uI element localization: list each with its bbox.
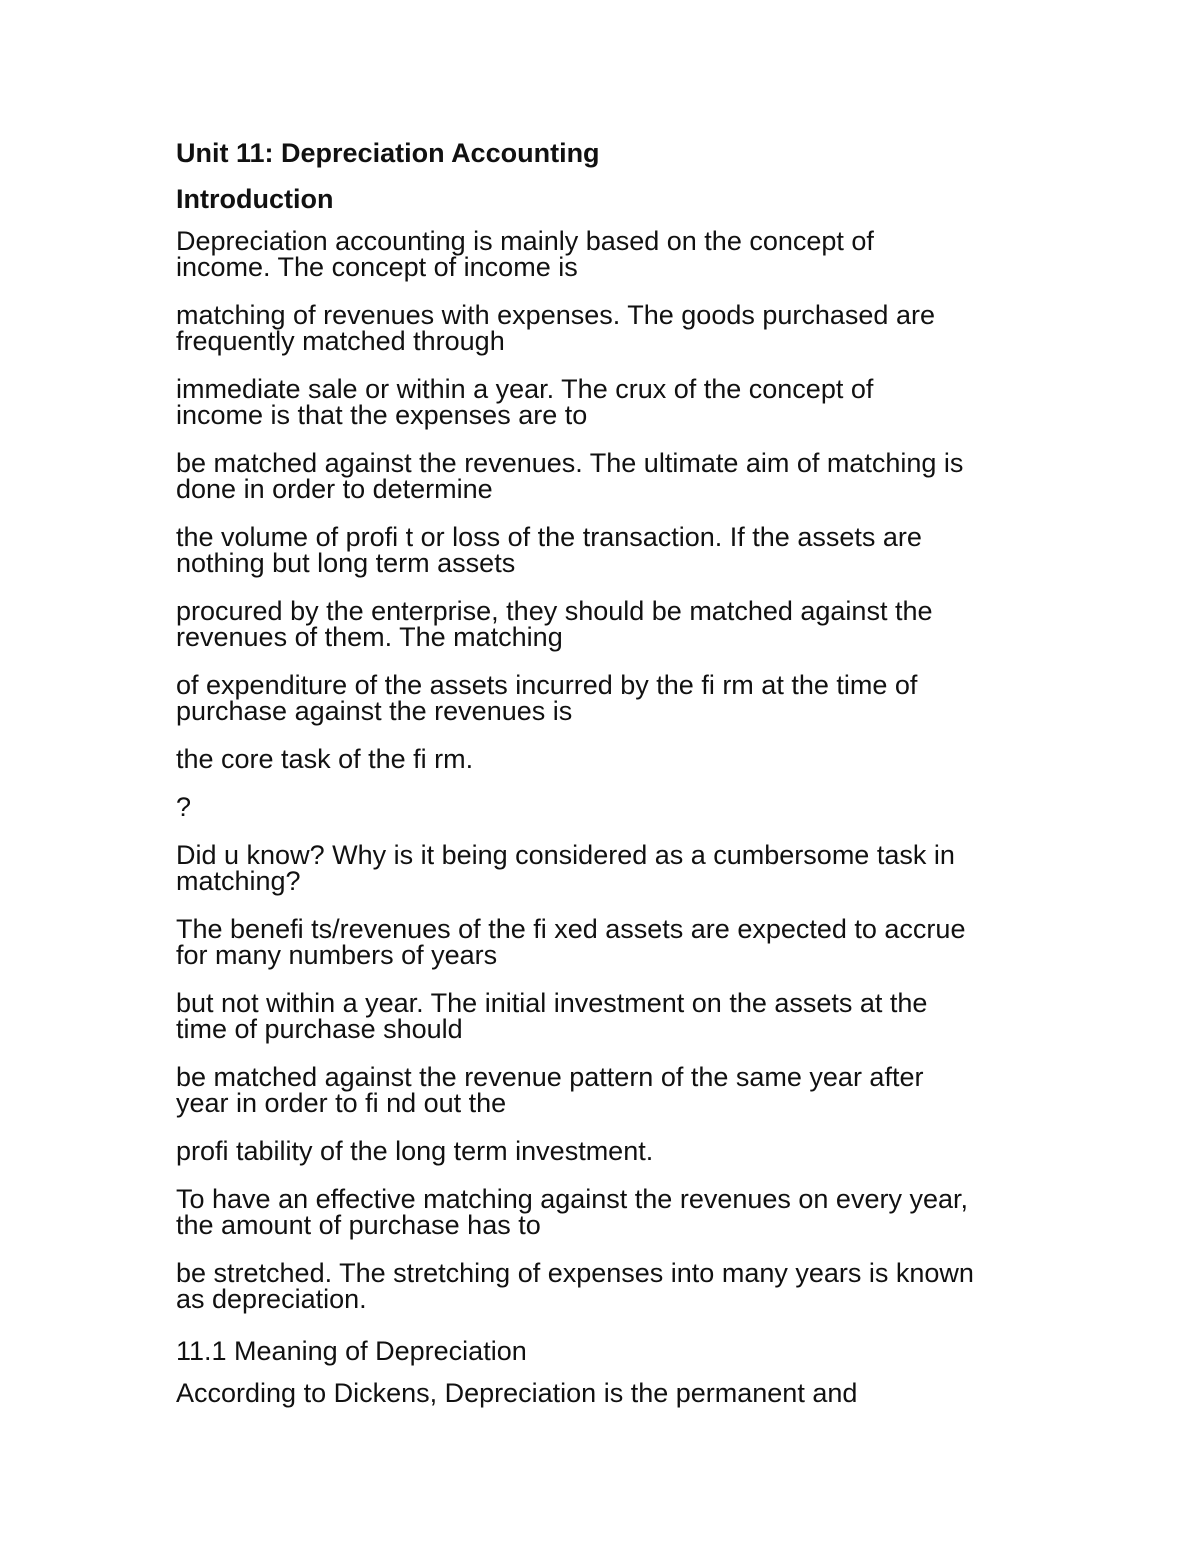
paragraph: be matched against the revenues. The ultimate aim of matching is done in order to determine xyxy=(176,448,964,504)
paragraph: According to Dickens, Depreciation is the permanent and xyxy=(176,1378,858,1408)
paragraph: but not within a year. The initial investment on the assets at the time of purchase should xyxy=(176,988,928,1044)
paragraph: of expenditure of the assets incurred by the fi rm at the time of purchase against the revenues is xyxy=(176,670,918,726)
introduction-heading: Introduction xyxy=(176,184,334,214)
paragraph: Depreciation accounting is mainly based on the concept of income. The concept of income is xyxy=(176,226,874,282)
paragraph: the volume of profi t or loss of the transaction. If the assets are nothing but long term assets xyxy=(176,522,922,578)
paragraph: procured by the enterprise, they should be matched against the revenues of them. The matching xyxy=(176,596,933,652)
did-you-know-paragraph: Did u know? Why is it being considered as a cumbersome task in matching? xyxy=(176,840,955,896)
paragraph: be stretched. The stretching of expenses into many years is known as depreciation. xyxy=(176,1258,974,1314)
paragraph: To have an effective matching against the revenues on every year, the amount of purchase has to xyxy=(176,1184,968,1240)
paragraph: The benefi ts/revenues of the fi xed assets are expected to accrue for many numbers of years xyxy=(176,914,966,970)
section-heading: 11.1 Meaning of Depreciation xyxy=(176,1336,527,1366)
paragraph: matching of revenues with expenses. The goods purchased are frequently matched through xyxy=(176,300,935,356)
paragraph: the core task of the fi rm. xyxy=(176,744,474,774)
paragraph: immediate sale or within a year. The crux of the concept of income is that the expenses are to xyxy=(176,374,874,430)
paragraph: profi tability of the long term investment. xyxy=(176,1136,654,1166)
document-title: Unit 11: Depreciation Accounting xyxy=(176,138,600,168)
paragraph: be matched against the revenue pattern of the same year after year in order to fi nd out the xyxy=(176,1062,924,1118)
document-body xyxy=(176,136,1056,1428)
question-mark-line: ? xyxy=(176,792,192,822)
